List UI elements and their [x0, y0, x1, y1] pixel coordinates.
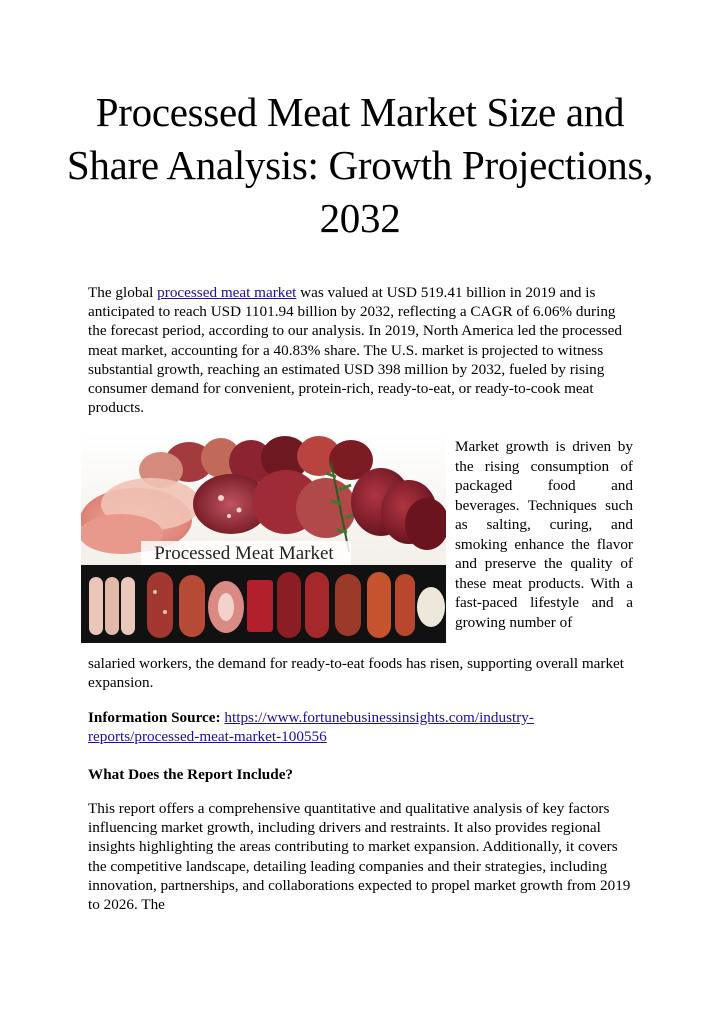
meat-illustration: [81, 432, 446, 643]
intro-suffix: was valued at USD 519.41 billion in 2019 and is anticipated to reach USD 1101.94 billion by 2032, reflecting a CAGR of 6.06% during the forecast period, according to our analysis. In 2019, North America led the processed meat market, accounting for a 40.83% share. The U.S. market is projected to witness substantial growth, reaching an estimated USD 398 million by 2032, fueled by rising consumer demand for convenient, protein-rich, ready-to-eat, or ready-to-cook meat products.: [88, 284, 622, 417]
growth-continued-text: salaried workers, the demand for ready-to-eat foods has risen, supporting overall market expansion.: [88, 655, 625, 692]
source-url-link[interactable]: https://www.fortunebusinessinsights.com/industry-reports/processed-meat-market-100556: [88, 709, 534, 746]
intro-prefix: The global: [88, 284, 158, 301]
report-paragraph: This report offers a comprehensive quantitative and qualitative analysis of key factors influencing market growth, including drivers and restraints. It also provides regional insights highlighting the areas contributing to market expansion. Additionally, it covers the competitive landscape, detailing leading companies and their strategies, including innovation, partnerships, and collaborations expected to propel market growth from 2019 to 2026. The: [88, 800, 631, 914]
report-heading: What Does the Report Include?: [88, 766, 294, 783]
growth-side-text: Market growth is driven by the rising consumption of packaged food and beverages. Techniques such as salting, curing, and smoking enhance the flavor and preserve the quality of these meat products. With a fast-paced lifestyle and a growing number of: [455, 438, 633, 631]
page-title: Processed Meat Market Size and Share Analysis: Growth Projections, 2032: [66, 89, 654, 241]
processed-meat-market-link[interactable]: processed meat market: [157, 284, 297, 301]
image-caption: Processed Meat Market: [154, 543, 334, 564]
processed-meat-image: [81, 432, 446, 643]
intro-paragraph: [88, 283, 634, 417]
information-source-label: Information Source:: [88, 709, 221, 726]
information-source: [88, 708, 634, 746]
